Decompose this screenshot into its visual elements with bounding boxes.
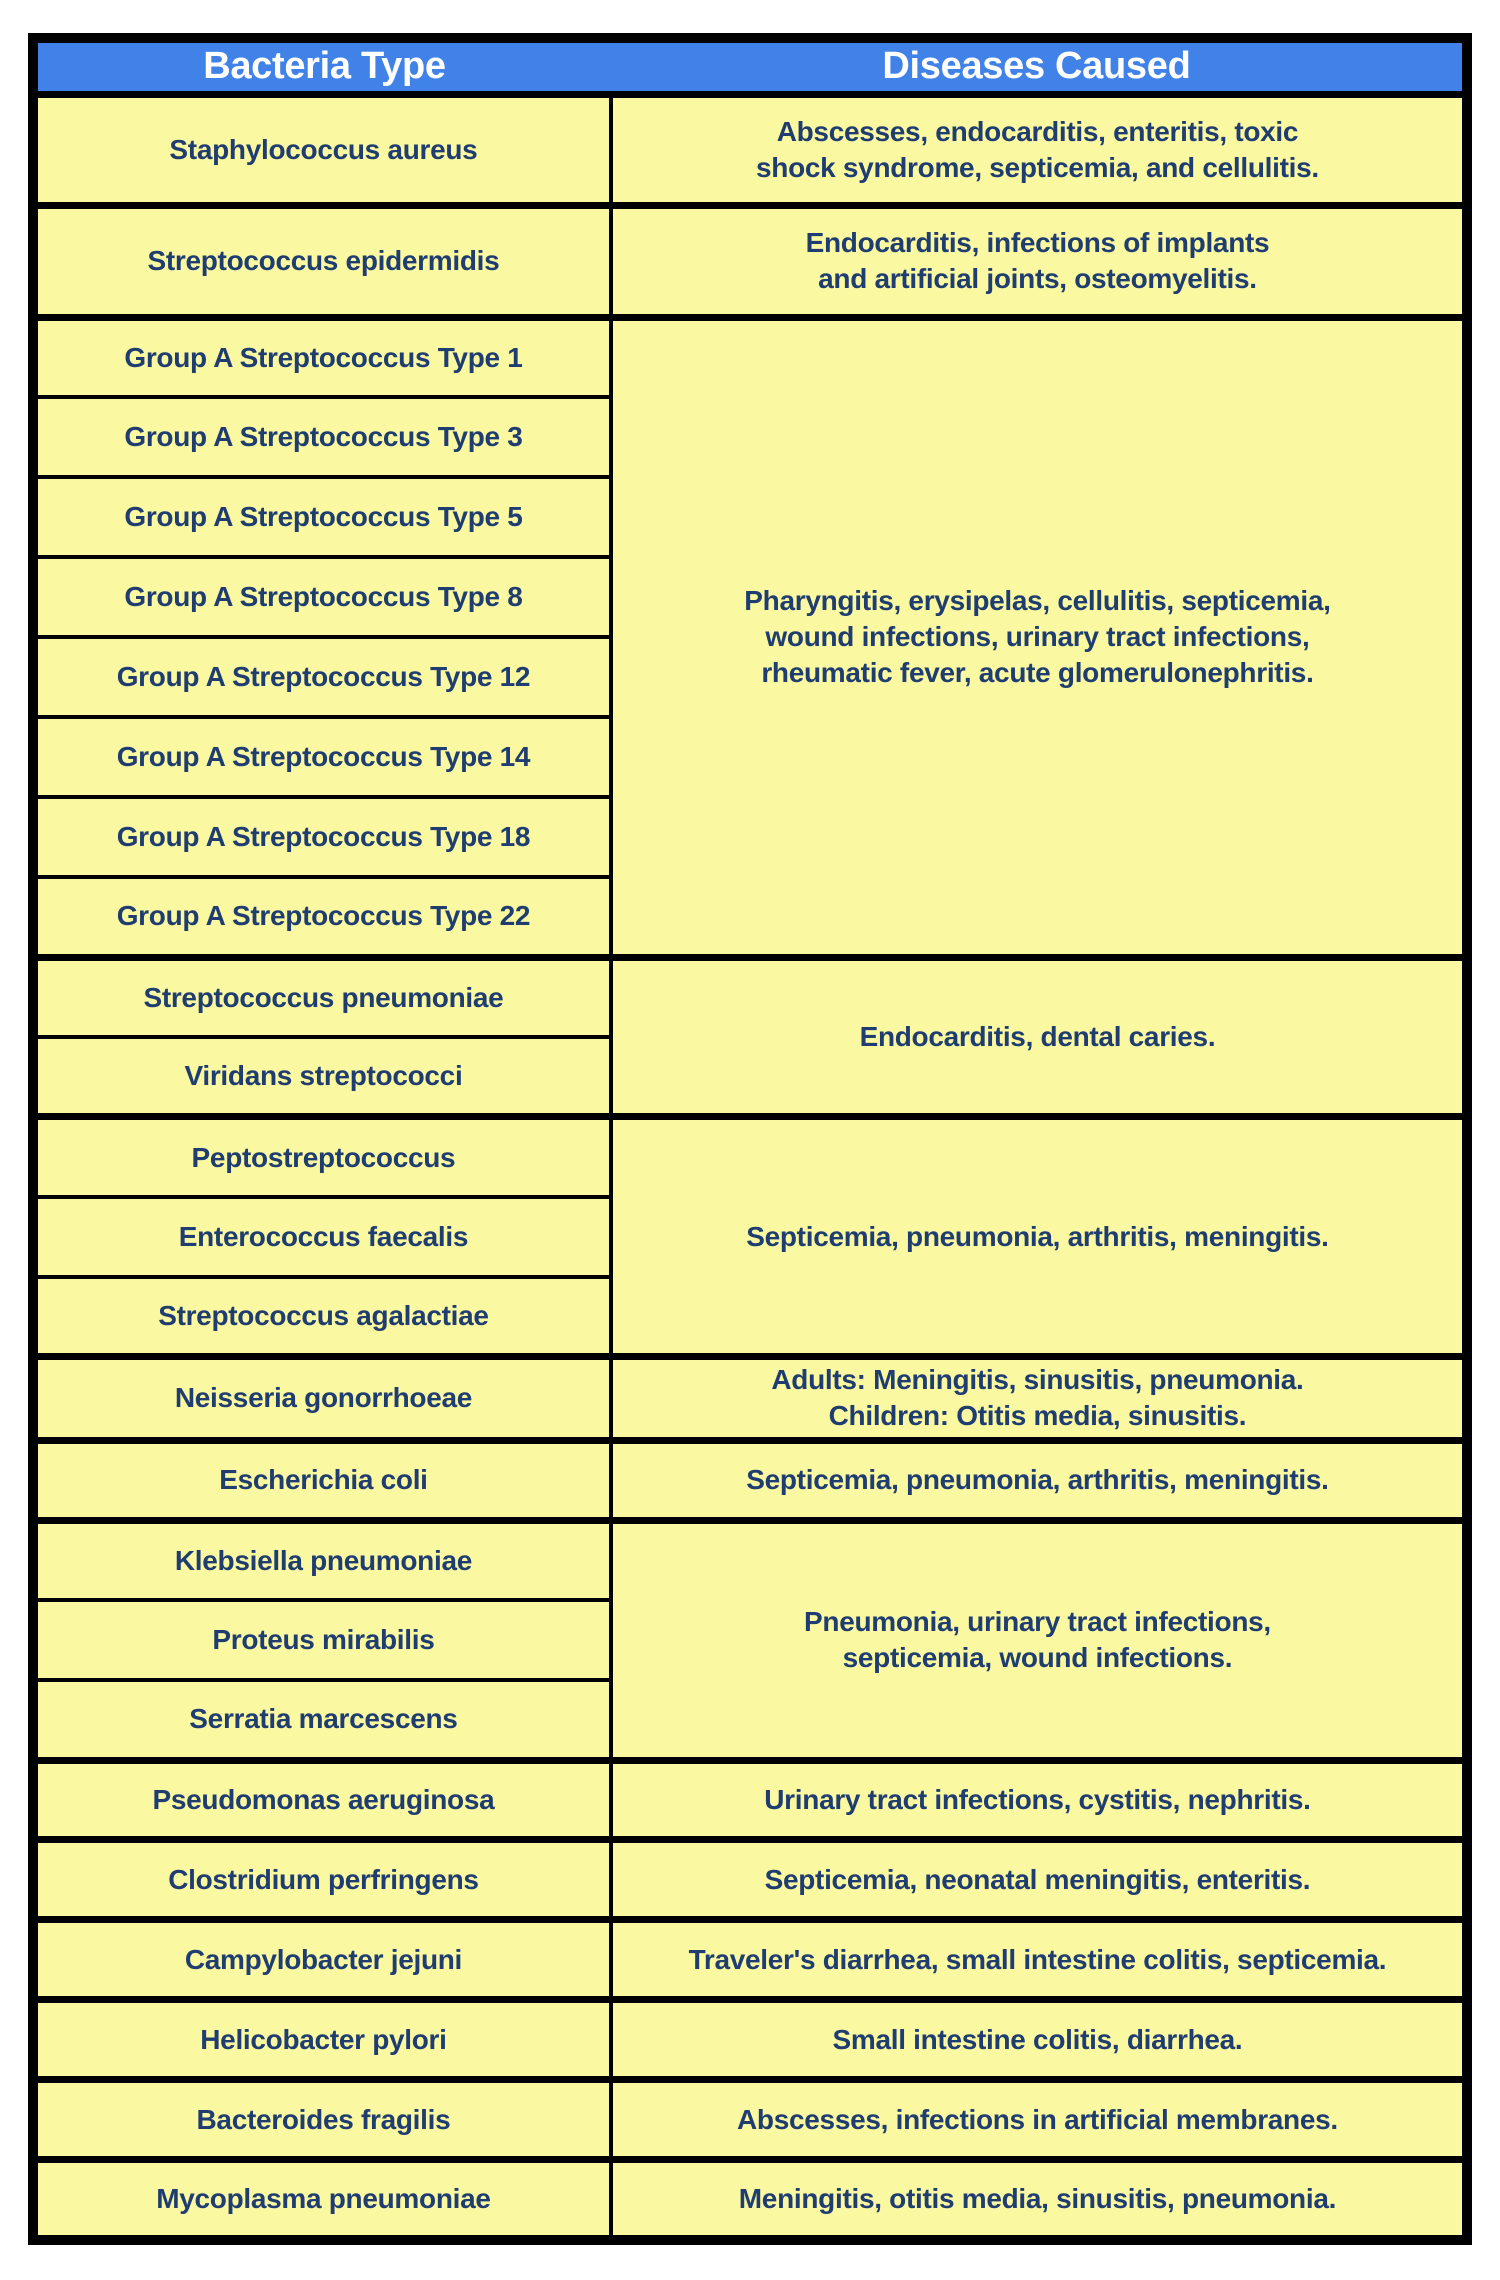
bacteria-cell: Group A Streptococcus Type 18 bbox=[33, 797, 611, 877]
table-row bbox=[33, 1840, 1467, 1920]
bacteria-cell: Viridans streptococci bbox=[33, 1037, 611, 1117]
table-row bbox=[33, 1357, 1467, 1440]
disease-cell: Small intestine colitis, diarrhea. bbox=[611, 2000, 1467, 2080]
disease-cell: Septicemia, neonatal meningitis, enteritis. bbox=[611, 1840, 1467, 1920]
disease-cell: Traveler's diarrhea, small intestine colitis, septicemia. bbox=[611, 1920, 1467, 2000]
bacteria-cell: Group A Streptococcus Type 14 bbox=[33, 717, 611, 797]
bacteria-cell: Helicobacter pylori bbox=[33, 2000, 611, 2080]
bacteria-cell: Streptococcus agalactiae bbox=[33, 1277, 611, 1357]
disease-cell: Pneumonia, urinary tract infections, septicemia, wound infections. bbox=[611, 1520, 1467, 1760]
disease-cell: Septicemia, pneumonia, arthritis, meningitis. bbox=[611, 1440, 1467, 1520]
table-row bbox=[33, 1117, 1467, 1197]
disease-cell: Septicemia, pneumonia, arthritis, meningitis. bbox=[611, 1117, 1467, 1357]
table-row bbox=[33, 1520, 1467, 1600]
disease-cell: Urinary tract infections, cystitis, nephritis. bbox=[611, 1760, 1467, 1840]
table-row bbox=[33, 2000, 1467, 2080]
bacteria-cell: Neisseria gonorrhoeae bbox=[33, 1357, 611, 1440]
bacteria-cell: Streptococcus epidermidis bbox=[33, 206, 611, 318]
table-row bbox=[33, 1920, 1467, 2000]
table-body bbox=[33, 94, 1467, 2240]
disease-cell: Abscesses, endocarditis, enteritis, toxic shock syndrome, septicemia, and cellulitis. bbox=[611, 94, 1467, 206]
bacteria-cell: Proteus mirabilis bbox=[33, 1600, 611, 1680]
disease-cell: Adults: Meningitis, sinusitis, pneumonia. Children: Otitis media, sinusitis. bbox=[611, 1357, 1467, 1440]
bacteria-cell: Campylobacter jejuni bbox=[33, 1920, 611, 2000]
bacteria-cell: Pseudomonas aeruginosa bbox=[33, 1760, 611, 1840]
bacteria-cell: Escherichia coli bbox=[33, 1440, 611, 1520]
bacteria-cell: Clostridium perfringens bbox=[33, 1840, 611, 1920]
disease-cell: Meningitis, otitis media, sinusitis, pneumonia. bbox=[611, 2160, 1467, 2240]
bacteria-cell: Group A Streptococcus Type 8 bbox=[33, 557, 611, 637]
table-row bbox=[33, 317, 1467, 397]
bacteria-cell: Peptostreptococcus bbox=[33, 1117, 611, 1197]
table-row bbox=[33, 206, 1467, 318]
bacteria-cell: Group A Streptococcus Type 3 bbox=[33, 397, 611, 477]
bacteria-cell: Group A Streptococcus Type 12 bbox=[33, 637, 611, 717]
table-container bbox=[28, 33, 1472, 2245]
bacteria-cell: Bacteroides fragilis bbox=[33, 2080, 611, 2160]
bacteria-cell: Enterococcus faecalis bbox=[33, 1197, 611, 1277]
bacteria-cell: Streptococcus pneumoniae bbox=[33, 957, 611, 1037]
bacteria-cell: Staphylococcus aureus bbox=[33, 94, 611, 206]
column-header-diseases-caused: Diseases Caused bbox=[611, 38, 1467, 94]
disease-cell: Endocarditis, infections of implants and artificial joints, osteomyelitis. bbox=[611, 206, 1467, 318]
table-row bbox=[33, 94, 1467, 206]
column-header-bacteria-type: Bacteria Type bbox=[33, 38, 611, 94]
table-row bbox=[33, 1760, 1467, 1840]
table-row bbox=[33, 2080, 1467, 2160]
bacteria-cell: Klebsiella pneumoniae bbox=[33, 1520, 611, 1600]
bacteria-cell: Group A Streptococcus Type 1 bbox=[33, 317, 611, 397]
bacteria-cell: Mycoplasma pneumoniae bbox=[33, 2160, 611, 2240]
table-row bbox=[33, 2160, 1467, 2240]
header-row bbox=[33, 38, 1467, 94]
bacteria-cell: Serratia marcescens bbox=[33, 1680, 611, 1760]
bacteria-diseases-table bbox=[28, 33, 1472, 2245]
bacteria-cell: Group A Streptococcus Type 22 bbox=[33, 877, 611, 957]
disease-cell: Pharyngitis, erysipelas, cellulitis, septicemia, wound infections, urinary tract infections, rheumatic fever, acute glomerulonephritis. bbox=[611, 317, 1467, 957]
bacteria-cell: Group A Streptococcus Type 5 bbox=[33, 477, 611, 557]
table-row bbox=[33, 1440, 1467, 1520]
disease-cell: Endocarditis, dental caries. bbox=[611, 957, 1467, 1117]
disease-cell: Abscesses, infections in artificial membranes. bbox=[611, 2080, 1467, 2160]
table-row bbox=[33, 957, 1467, 1037]
